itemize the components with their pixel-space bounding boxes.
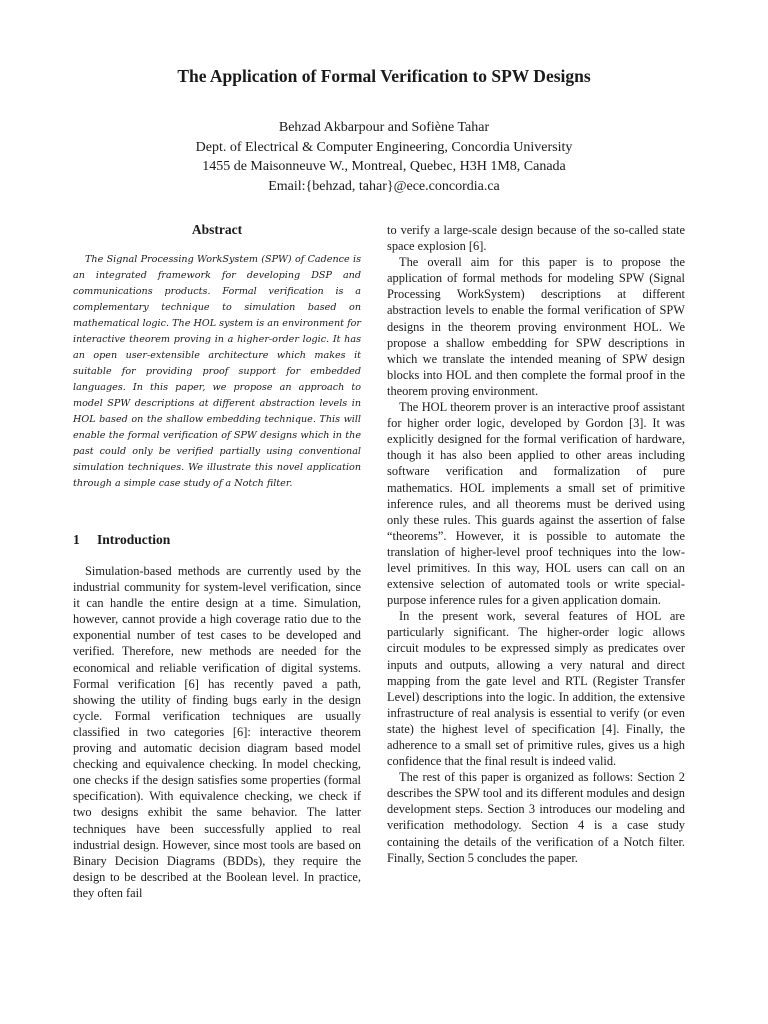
abstract-text: The Signal Processing WorkSystem (SPW) of Cadence is an integrated framework for developing DSP and communications products. Formal verification is a complementary technique to simulation based on mathematical logic. The HOL system is an environment for interactive theorem proving in a higher-order logic. It has an open user-extensible architecture which makes it suitable for providing proof support for embedded languages. In this paper, we propose an approach to model SPW descriptions at different abstraction levels in HOL based on the shallow embedding technique. This will enable the formal verification of SPW designs which in the past could only be verified partially using conventional simulation techniques. We illustrate this novel application through a simple case study of a Notch filter. xyxy=(73,254,361,489)
paper-title: The Application of Formal Verification to SPW Designs xyxy=(177,66,591,86)
author-address: 1455 de Maisonneuve W., Montreal, Quebec, H3H 1M8, Canada xyxy=(202,159,566,174)
author-affiliation: Dept. of Electrical & Computer Engineering, Concordia University xyxy=(195,139,573,155)
author-email: Email:{behzad, tahar}@ece.concordia.ca xyxy=(268,178,500,194)
intro-paragraph-4: In the present work, several features of HOL are particularly significant. The higher-order logic allows circuit modules to be expressed simply as predicates over inputs and outputs, allowing a very natural and direct mapping from the gate level and RTL (Register Transfer Level) descriptions into the logic. In addition, the extensive infrastructure of real analysis is essential to verify (or even state) the highest level of specification [4]. Finally, the adherence to a small set of primitive rules, gives us a high confidence that the final result is indeed valid. xyxy=(387,609,685,769)
intro-paragraph-1: Simulation-based methods are currently used by the industrial community for system-level verification, since it can handle the entire design at a time. Simulation, however, cannot provide a high coverage ratio due to the exponential number of test cases to be developed and verified. Therefore, new methods are needed for the economical and reliable verification of digital systems. Formal verification [6] has recently paved a path, showing the utility of finding bugs early in the design cycle. Formal verification techniques are usually classified in two categories [6]: interactive theorem proving and automatic decision diagram based model checking and equivalence checking. In model checking, one checks if the design satisfies some properties (formal specification). With equivalence checking, we check if two designs exhibit the same behavior. The latter techniques have been successfully applied to real industrial design. However, since most tools are based on Binary Decision Diagrams (BDDs), they require the design to be described at the Boolean level. In practice, they often fail xyxy=(73,564,361,900)
section-number: 1 xyxy=(73,532,80,547)
intro-paragraph-3: The HOL theorem prover is an interactive proof assistant for higher order logic, developed by Gordon [3]. It was explicitly designed for the formal verification of hardware, though it has also been applied to other areas including software verification and formalization of pure mathematics. HOL implements a small set of primitive inference rules, and all theorems must be derived using only these rules. This guards against the assertion of false “theorems”. However, it is possible to automate the translation of higher-level proof techniques into the low-level primitives. In this way, HOL users can call on an extensive selection of automated tools or write special-purpose inference rules for a given application domain. xyxy=(387,400,685,608)
author-names: Behzad Akbarpour and Sofiène Tahar xyxy=(278,120,490,135)
author-block xyxy=(0,118,768,196)
intro-paragraph-2: The overall aim for this paper is to propose the application of formal methods for modeling SPW (Signal Processing WorkSystem) descriptions at different abstraction levels to enable the formal verification of SPW designs in the theorem proving environment HOL. We propose a shallow embedding for SPW descriptions in which we translate the intended meaning of SPW design blocks into HOL and then complete the formal proof in the theorem proving environment. xyxy=(387,255,685,398)
abstract-heading: Abstract xyxy=(191,222,243,237)
intro-paragraph-1-continued: to verify a large-scale design because of the so-called state space explosion [6]. xyxy=(387,223,685,254)
intro-paragraph-5: The rest of this paper is organized as follows: Section 2 describes the SPW tool and its different modules and design development steps. Section 3 introduces our modeling and verification methodology. Section 4 is a case study containing the details of the verification of a Notch filter. Finally, Section 5 concludes the paper. xyxy=(387,770,685,865)
section-title: Introduction xyxy=(97,532,171,547)
right-column xyxy=(387,222,685,866)
section-heading-introduction xyxy=(73,532,361,550)
left-column xyxy=(73,222,361,901)
